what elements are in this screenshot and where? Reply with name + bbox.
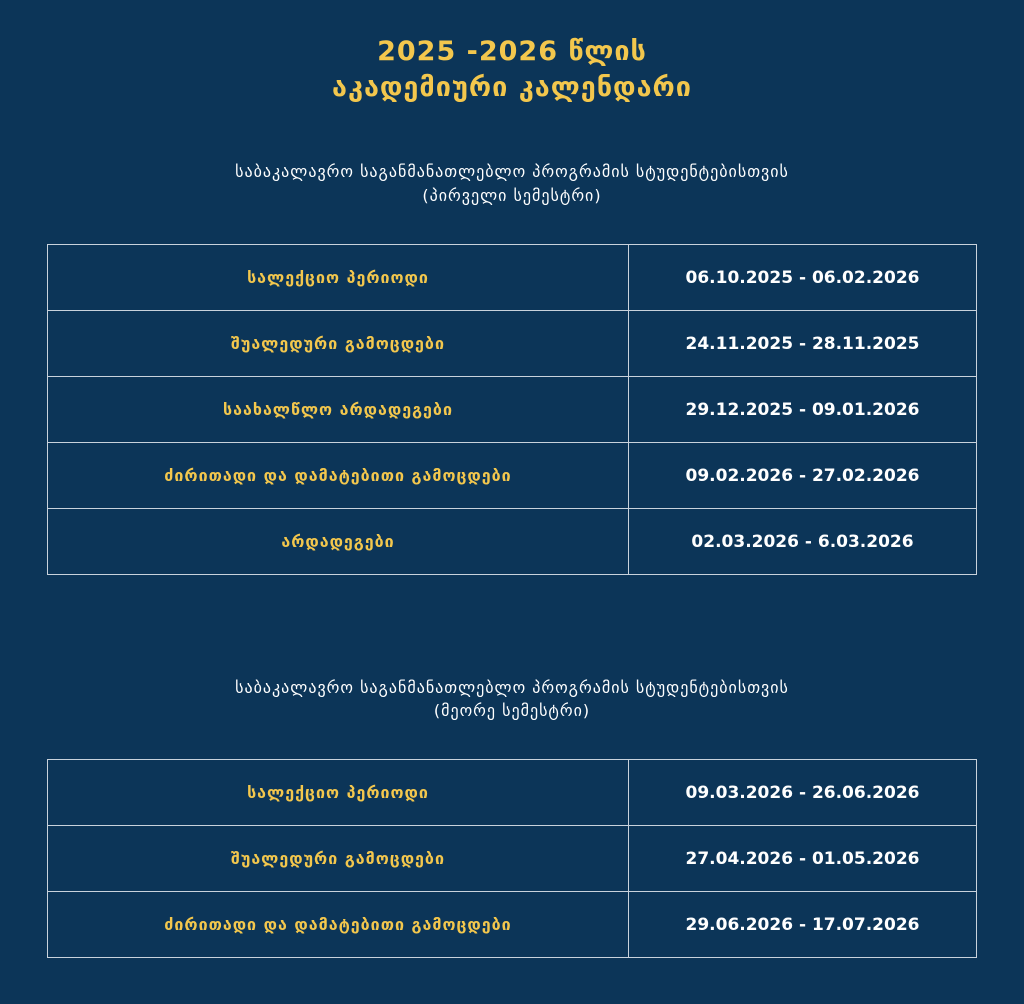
calendar-title: აკადემიური კალენდარი bbox=[332, 72, 692, 103]
period-dates: 27.04.2026 - 01.05.2026 bbox=[629, 826, 977, 892]
period-label: შუალედური გამოცდები bbox=[48, 311, 629, 377]
period-label: სალექციო პერიოდი bbox=[48, 245, 629, 311]
semester1-name: (პირველი სემესტრი) bbox=[422, 186, 602, 205]
period-label: სალექციო პერიოდი bbox=[48, 760, 629, 826]
period-dates: 29.12.2025 - 09.01.2026 bbox=[629, 377, 977, 443]
table-row bbox=[48, 245, 977, 311]
table-row bbox=[48, 826, 977, 892]
period-label: არდადეგები bbox=[48, 509, 629, 575]
period-dates: 06.10.2025 - 06.02.2026 bbox=[629, 245, 977, 311]
semester2-name: (მეორე სემესტრი) bbox=[433, 701, 591, 720]
semester1-table bbox=[47, 244, 977, 575]
period-dates: 09.03.2026 - 26.06.2026 bbox=[629, 760, 977, 826]
table-row bbox=[48, 760, 977, 826]
period-label: ძირითადი და დამატებითი გამოცდები bbox=[48, 443, 629, 509]
period-label: ძირითადი და დამატებითი გამოცდები bbox=[48, 892, 629, 958]
table-row bbox=[48, 892, 977, 958]
table-row bbox=[48, 443, 977, 509]
period-dates: 24.11.2025 - 28.11.2025 bbox=[629, 311, 977, 377]
table-row bbox=[48, 509, 977, 575]
calendar-title-year: 2025 -2026 წლის bbox=[377, 36, 647, 67]
period-label: საახალწლო არდადეგები bbox=[48, 377, 629, 443]
period-label: შუალედური გამოცდები bbox=[48, 826, 629, 892]
semester1-subtitle: საბაკალავრო საგანმანათლებლო პროგრამის სტუდენტებისთვის bbox=[235, 162, 789, 181]
table-row bbox=[48, 377, 977, 443]
period-dates: 29.06.2026 - 17.07.2026 bbox=[629, 892, 977, 958]
semester2-subtitle: საბაკალავრო საგანმანათლებლო პროგრამის სტუდენტებისთვის bbox=[235, 678, 789, 697]
table-row bbox=[48, 311, 977, 377]
period-dates: 02.03.2026 - 6.03.2026 bbox=[629, 509, 977, 575]
semester2-table bbox=[47, 759, 977, 958]
period-dates: 09.02.2026 - 27.02.2026 bbox=[629, 443, 977, 509]
